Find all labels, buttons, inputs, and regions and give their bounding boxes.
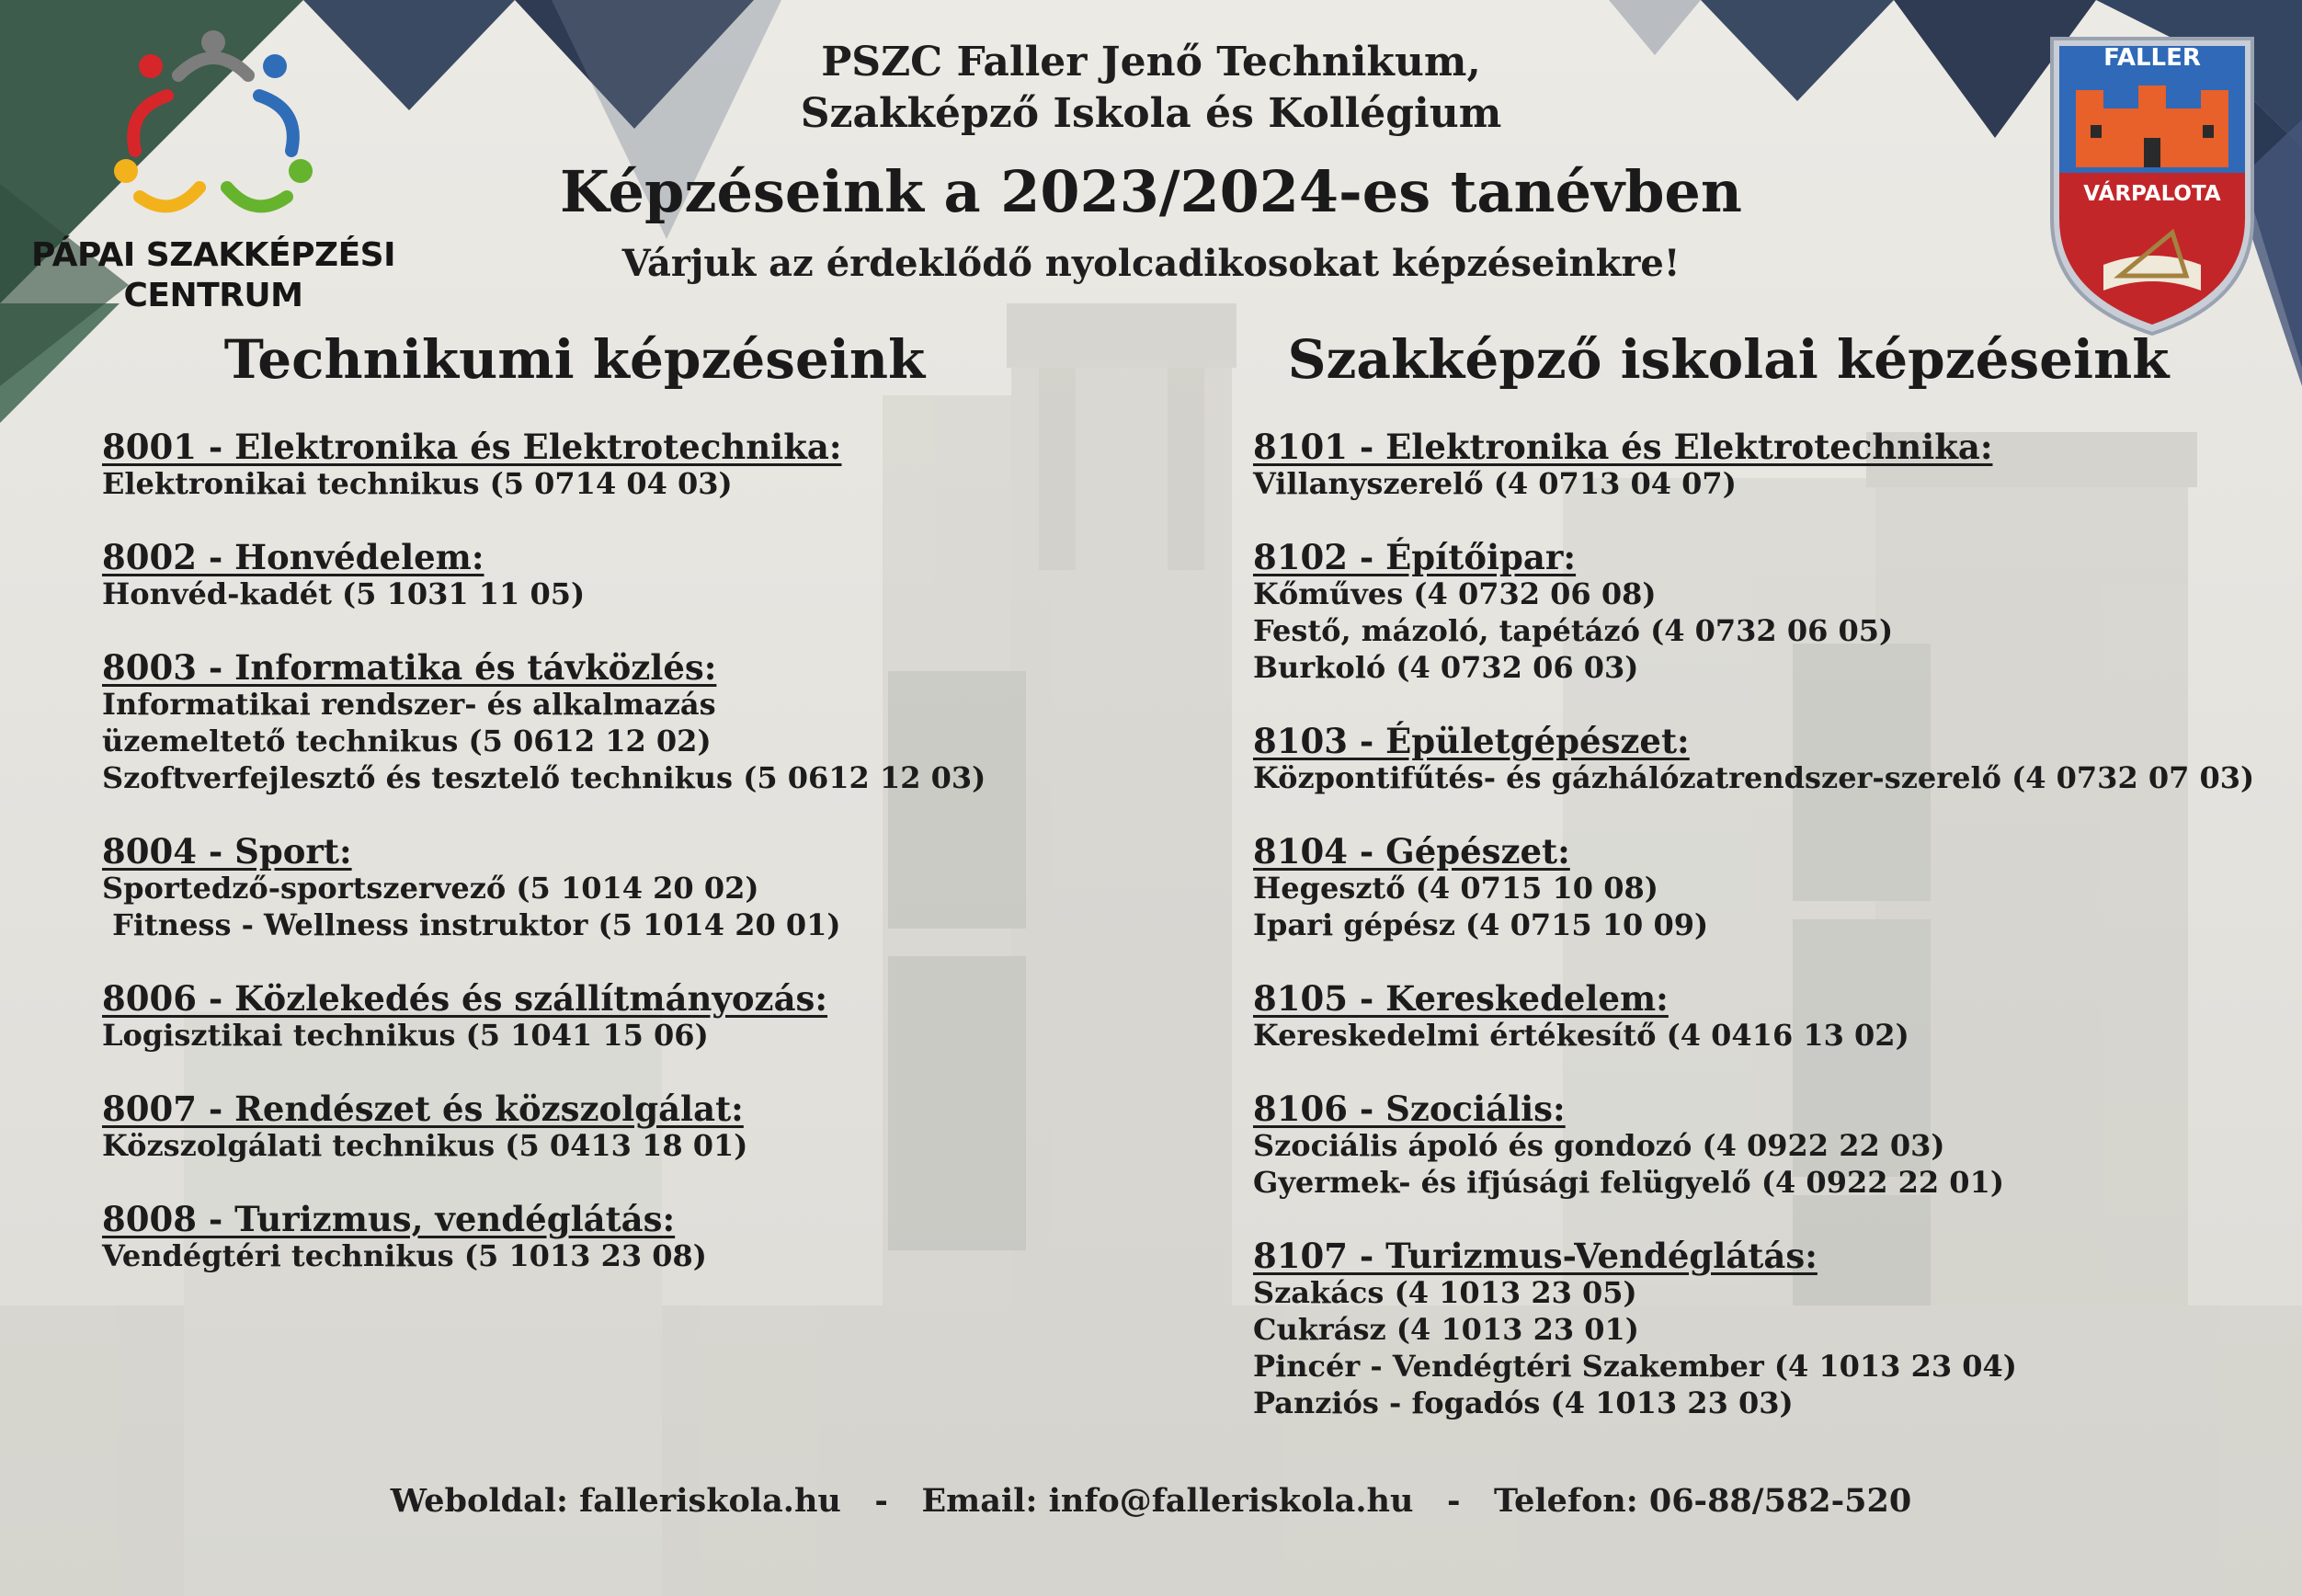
papai-szakkepzesi-centrum-logo [20,22,406,325]
program-item: Logisztikai technikus (5 1041 15 06) [102,1018,709,1053]
program-item: Szakács (4 1013 23 05) [1253,1275,1637,1310]
logo-text [20,235,406,316]
technikumi-column-title: Technikumi képzéseink [223,328,926,391]
program-item: Villanyszerelő (4 0713 04 07) [1253,466,1737,501]
contact-footer: Weboldal: falleriskola.hu - Email: info@falleriskola.hu - Telefon: 06-88/582-520 [390,1482,1912,1520]
program-group-title: 8008 - Turizmus, vendéglátás: [102,1199,676,1239]
program-group [102,1090,1187,1164]
program-group-title: 8003 - Informatika és távközlés: [102,647,717,688]
program-item: Cukrász (4 1013 23 01) [1253,1312,1639,1347]
program-group [102,649,1187,796]
program-group-title: 8101 - Elektronika és Elektrotechnika: [1253,427,1993,467]
program-item: Közszolgálati technikus (5 0413 18 01) [102,1128,748,1163]
program-group-title: 8001 - Elektronika és Elektrotechnika: [102,427,842,467]
program-item: Központifűtés- és gázhálózatrendszer-szerelő (4 0732 07 03) [1253,760,2255,795]
program-group-title: 8104 - Gépészet: [1253,831,1570,872]
program-item: Elektronikai technikus (5 0714 04 03) [102,466,733,501]
faller-varpalota-crest [2048,35,2256,338]
program-group-title: 8103 - Épületgépészet: [1253,721,1690,761]
program-group [102,428,1187,502]
program-item: Honvéd-kadét (5 1031 11 05) [102,576,586,611]
crest-label-top: FALLER [2103,44,2201,72]
program-group [1253,1090,2283,1201]
program-group [1253,723,2283,796]
program-item: Fitness - Wellness instruktor (5 1014 20 01) [102,907,841,942]
school-name-line-1: PSZC Faller Jenő Technikum, [821,39,1481,86]
szakkepzo-list [1253,428,2283,1458]
technikumi-list [102,428,1187,1311]
program-group-title: 8007 - Rendészet és közszolgálat: [102,1089,744,1129]
program-item: Gyermek- és ifjúsági felügyelő (4 0922 22 01) [1253,1165,2004,1200]
program-item: Vendégtéri technikus (5 1013 23 08) [102,1238,707,1273]
program-item: Informatikai rendszer- és alkalmazás [102,687,716,722]
program-group [1253,539,2283,686]
page-title: Képzéseink a 2023/2024-es tanévben [560,158,1742,225]
program-group-title: 8006 - Közlekedés és szállítmányozás: [102,978,828,1019]
logo-line-2: CENTRUM [123,277,303,314]
program-item: Panziós - fogadós (4 1013 23 03) [1253,1385,1794,1420]
program-group-title: 8107 - Turizmus-Vendéglátás: [1253,1236,1818,1276]
program-item: Sportedző-sportszervező (5 1014 20 02) [102,871,759,906]
program-group [1253,833,2283,943]
program-item: Ipari gépész (4 0715 10 09) [1253,907,1709,942]
crest-label-bottom: VÁRPALOTA [2083,182,2221,206]
program-group-title: 8102 - Építőipar: [1253,537,1577,577]
program-group [1253,1237,2283,1421]
program-group-title: 8004 - Sport: [102,831,352,872]
program-item: üzemeltető technikus (5 0612 12 02) [102,724,712,758]
program-group [1253,428,2283,502]
program-item: Szociális ápoló és gondozó (4 0922 22 03) [1253,1128,1945,1163]
program-group [102,980,1187,1054]
program-item: Kőműves (4 0732 06 08) [1253,576,1657,611]
program-group [1253,980,2283,1054]
program-item: Festő, mázoló, tapétázó (4 0732 06 05) [1253,613,1894,648]
program-group [102,1201,1187,1274]
program-item: Kereskedelmi értékesítő (4 0416 13 02) [1253,1018,1909,1053]
school-name-line-2: Szakképző Iskola és Kollégium [800,90,1502,137]
program-item: Burkoló (4 0732 06 03) [1253,650,1639,685]
page-subtitle: Várjuk az érdeklődő nyolcadikosokat képzéseinkre! [621,242,1681,285]
people-circle-icon [103,22,324,234]
program-item: Szoftverfejlesztő és tesztelő technikus (5 0612 12 03) [102,760,986,795]
szakkepzo-column-title: Szakképző iskolai képzéseink [1287,328,2170,391]
program-item: Hegesztő (4 0715 10 08) [1253,871,1658,906]
program-item: Pincér - Vendégtéri Szakember (4 1013 23 04) [1253,1349,2017,1384]
program-group [102,539,1187,612]
program-group-title: 8106 - Szociális: [1253,1089,1566,1129]
logo-line-1: PÁPAI SZAKKÉPZÉSI [31,236,395,274]
program-group-title: 8002 - Honvédelem: [102,537,484,577]
program-group-title: 8105 - Kereskedelem: [1253,978,1669,1019]
school-name [691,37,1611,140]
program-group [102,833,1187,943]
